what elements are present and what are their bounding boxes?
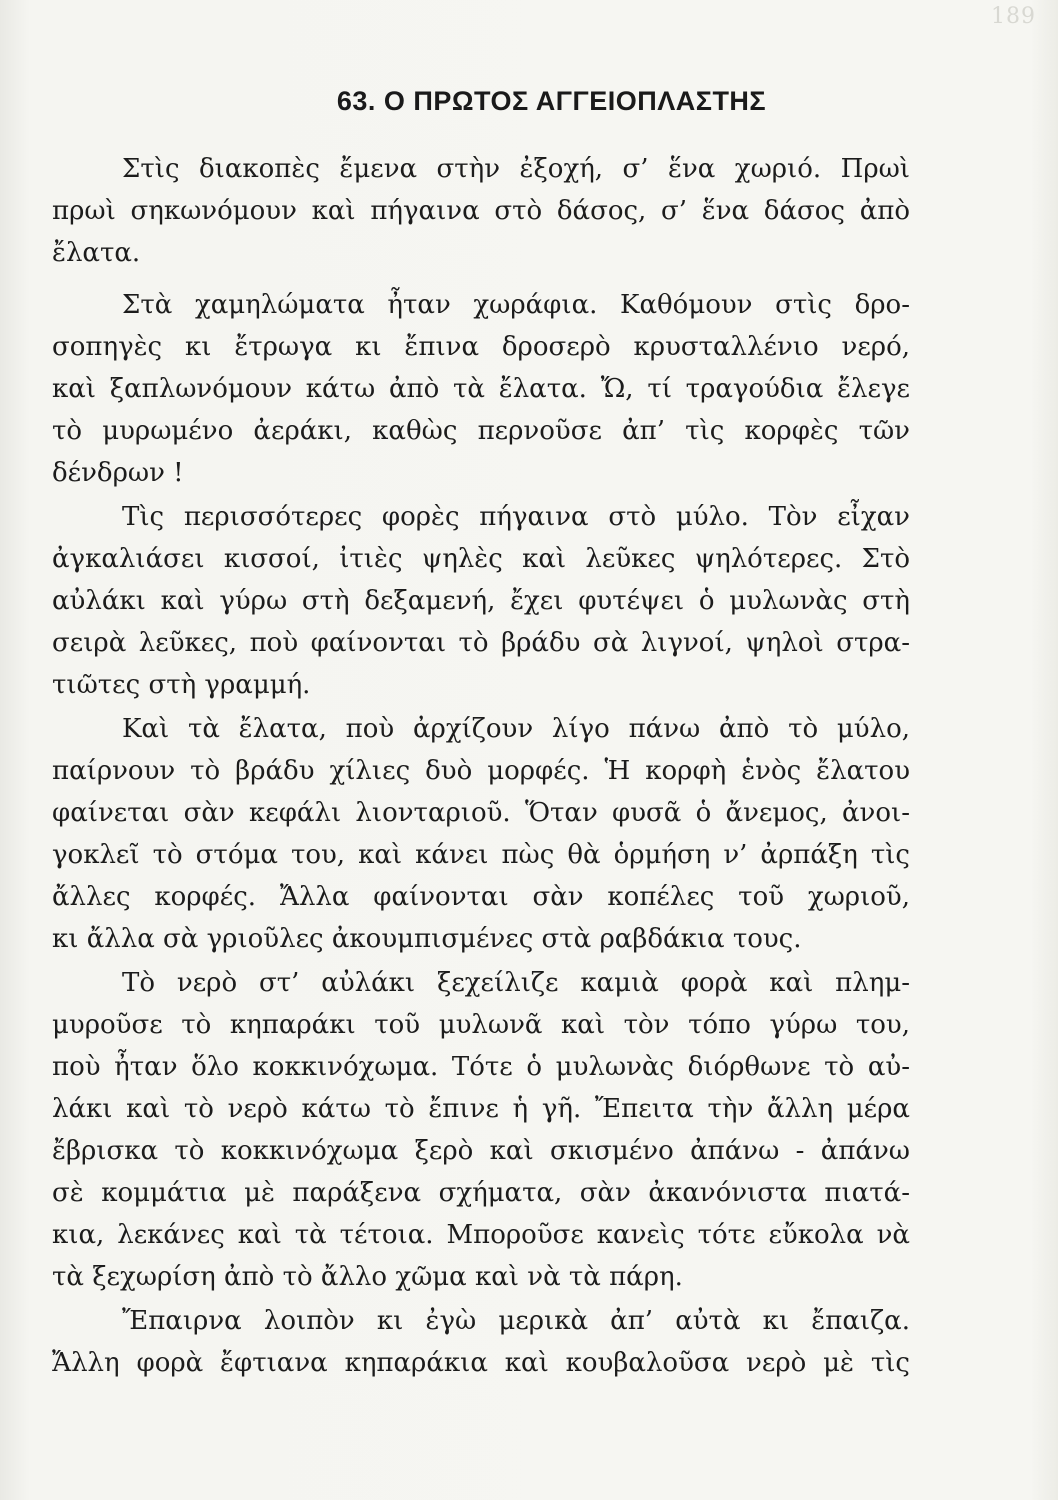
text-line: παίρνουν τὸ βράδυ χίλιες δυὸ μορφές. Ἡ κορφὴ ἑνὸς ἔλατου: [52, 756, 910, 786]
text-line: Τὶς περισσότερες φορὲς πήγαινα στὸ μύλο. Τὸν εἶχαν: [122, 502, 910, 532]
text-line: ἔβρισκα τὸ κοκκινόχωμα ξερὸ καὶ σκισμένο ἀπάνω - ἀπάνω: [52, 1136, 910, 1166]
text-line: ἀγκαλιάσει κισσοί, ἰτιὲς ψηλὲς καὶ λεῦκες ψηλότερες. Στὸ: [52, 544, 910, 574]
text-line: ποὺ ἦταν ὅλο κοκκινόχωμα. Τότε ὁ μυλωνὰς διόρθωνε τὸ αὐ-: [52, 1052, 910, 1082]
text-line: Ἔπαιρνα λοιπὸν κι ἐγὼ μερικὰ ἀπ’ αὐτὰ κι ἔπαιζα.: [122, 1306, 910, 1336]
text-line: τὰ ξεχωρίση ἀπὸ τὸ ἄλλο χῶμα καὶ νὰ τὰ πάρη.: [52, 1262, 683, 1292]
chapter-title: 63. Ο ΠΡΩΤΟΣ ΑΓΓΕΙΟΠΛΑΣΤΗΣ: [336, 86, 767, 116]
text-line: κια, λεκάνες καὶ τὰ τέτοια. Μποροῦσε κανεὶς τότε εὔκολα νὰ: [52, 1220, 910, 1250]
text-line: ἄλλες κορφές. Ἄλλα φαίνονται σὰν κοπέλες τοῦ χωριοῦ,: [52, 882, 910, 912]
text-line: λάκι καὶ τὸ νερὸ κάτω τὸ ἔπινε ἡ γῆ. Ἔπειτα τὴν ἄλλη μέρα: [52, 1094, 910, 1124]
text-line: Τὸ νερὸ στ’ αὐλάκι ξεχείλιζε καμιὰ φορὰ καὶ πλημ-: [122, 968, 910, 998]
text-line: ἔλατα.: [52, 238, 141, 268]
text-line: πρωὶ σηκωνόμουν καὶ πήγαινα στὸ δάσος, σ’ ἕνα δάσος ἀπὸ: [52, 196, 910, 226]
text-line: μυροῦσε τὸ κηπαράκι τοῦ μυλωνᾶ καὶ τὸν τόπο γύρω του,: [52, 1010, 910, 1040]
text-line: Ἄλλη φορὰ ἔφτιανα κηπαράκια καὶ κουβαλοῦσα νερὸ μὲ τὶς: [52, 1348, 910, 1378]
text-line: κι ἄλλα σὰ γριοῦλες ἀκουμπισμένες στὰ ραβδάκια τους.: [52, 924, 802, 954]
text-line: σειρὰ λεῦκες, ποὺ φαίνονται τὸ βράδυ σὰ λιγνοί, ψηλοὶ στρα-: [52, 628, 910, 658]
text-line: τὸ μυρωμένο ἀεράκι, καθὼς περνοῦσε ἀπ’ τὶς κορφὲς τῶν: [52, 416, 910, 446]
text-line: Στὰ χαμηλώματα ἦταν χωράφια. Καθόμουν στὶς δρο-: [122, 290, 910, 320]
text-line: σὲ κομμάτια μὲ παράξενα σχήματα, σὰν ἀκανόνιστα πιατά-: [52, 1178, 910, 1208]
page-number: 189: [991, 4, 1036, 29]
text-line: σοπηγὲς κι ἔτρωγα κι ἔπινα δροσερὸ κρυσταλλένιο νερό,: [52, 332, 910, 362]
text-line: δένδρων !: [52, 458, 184, 488]
text-line: Στὶς διακοπὲς ἔμενα στὴν ἐξοχή, σ’ ἕνα χωριό. Πρωὶ: [122, 154, 910, 184]
text-line: Καὶ τὰ ἔλατα, ποὺ ἀρχίζουν λίγο πάνω ἀπὸ τὸ μύλο,: [122, 714, 910, 744]
text-line: καὶ ξαπλωνόμουν κάτω ἀπὸ τὰ ἔλατα. Ὤ, τί τραγούδια ἔλεγε: [52, 374, 910, 404]
text-line: τιῶτες στὴ γραμμή.: [52, 670, 311, 700]
text-line: φαίνεται σὰν κεφάλι λιονταριοῦ. Ὅταν φυσᾶ ὁ ἄνεμος, ἀνοι-: [52, 798, 910, 828]
text-line: γοκλεῖ τὸ στόμα του, καὶ κάνει πὼς θὰ ὁρμήση ν’ ἀρπάξη τὶς: [52, 840, 910, 870]
text-line: αὐλάκι καὶ γύρω στὴ δεξαμενή, ἔχει φυτέψει ὁ μυλωνὰς στὴ: [52, 586, 910, 616]
